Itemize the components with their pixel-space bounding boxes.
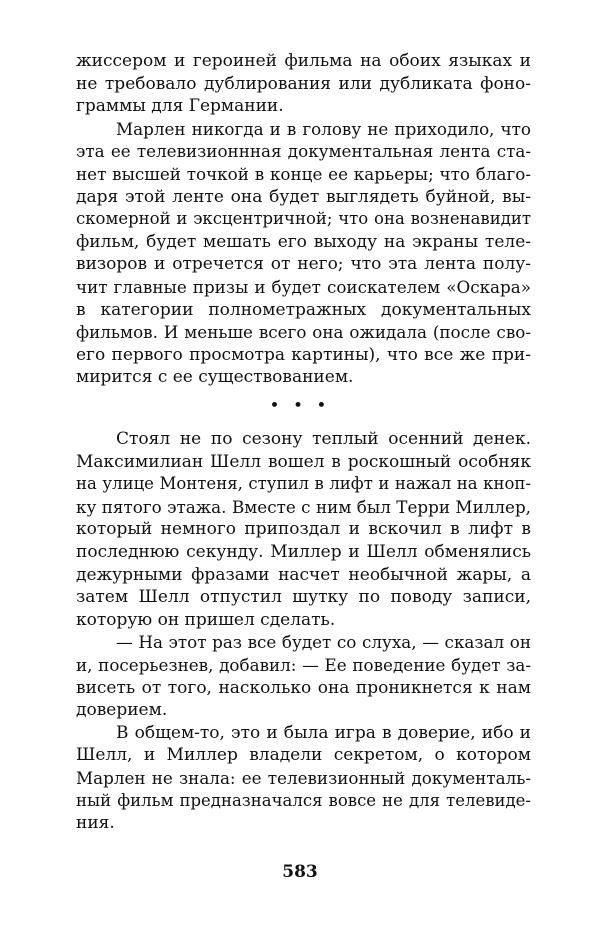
- text-line: мирится с ее существованием.: [76, 367, 354, 388]
- text-line: визоров и отречется от него; что эта лента полу-: [76, 254, 531, 275]
- text-line: фильмов. И меньше всего она ожидала (после сво-: [76, 322, 531, 343]
- text-line: висеть от того, насколько она проникнется к нам: [76, 677, 531, 698]
- text-line: эта ее телевизионнная документальная лента ста-: [76, 141, 531, 162]
- text-line: — На этот раз все будет со слуха, — сказал он: [116, 632, 531, 653]
- text-line: затем Шелл отпустил шутку по поводу записи,: [76, 587, 531, 608]
- text-line: Марлен никогда и в голову не приходило, что: [116, 118, 531, 139]
- text-line: доверием.: [76, 700, 168, 721]
- text-line: ный фильм предназначался вовсе не для телевиде-: [76, 790, 531, 810]
- page-number: 583: [282, 862, 318, 882]
- text-line: чит главные призы и будет соискателем «Оскара»: [76, 276, 531, 297]
- text-line: даря этой ленте она будет выглядеть буйной, вы-: [76, 186, 531, 207]
- text-line: которую он пришел сделать.: [76, 609, 336, 630]
- text-block-bottom: [76, 428, 531, 835]
- text-line: на улице Монтеня, ступил в лифт и нажал на кноп-: [76, 474, 531, 494]
- text-line: нет высшей точкой в конце ее карьеры; что благо-: [76, 163, 531, 184]
- text-line: дежурными фразами насчет необычной жары, а: [76, 564, 531, 585]
- text-line: который немного припоздал и вскочил в лифт в: [76, 519, 531, 540]
- text-line: жиссером и героиней фильма на обоих языках и: [76, 51, 531, 71]
- text-line: скомерной и эксцентричной; что она возненавидит: [76, 209, 531, 229]
- text-line: фильм, будет мешать его выходу на экраны теле-: [76, 231, 531, 252]
- text-line: последнюю секунду. Миллер и Шелл обменялись: [76, 541, 531, 562]
- text-line: и, посерьезнев, добавил: — Ее поведение будет за-: [76, 654, 531, 675]
- text-line: ку пятого этажа. Вместе с ним был Терри Миллер,: [76, 496, 531, 517]
- text-line: Шелл, и Миллер владели секретом, о котором: [76, 745, 531, 766]
- text-line: в категории полнометражных документальных: [76, 299, 531, 320]
- text-line: не требовало дублирования или дубликата фоно-: [76, 73, 531, 94]
- section-separator: • • •: [269, 396, 331, 416]
- text-line: Максимилиан Шелл вошел в роскошный особняк: [76, 451, 531, 472]
- text-line: ния.: [76, 813, 115, 834]
- text-block-top: [76, 50, 531, 389]
- text-line: Стоял не по сезону теплый осенний денек.: [116, 429, 531, 449]
- text-line: граммы для Германии.: [76, 96, 284, 117]
- text-line: Марлен не знала: ее телевизионный документаль-: [76, 767, 531, 788]
- text-line: В общем-то, это и была игра в доверие, ибо и: [116, 722, 531, 743]
- text-line: его первого просмотра картины), что все же при-: [76, 344, 531, 365]
